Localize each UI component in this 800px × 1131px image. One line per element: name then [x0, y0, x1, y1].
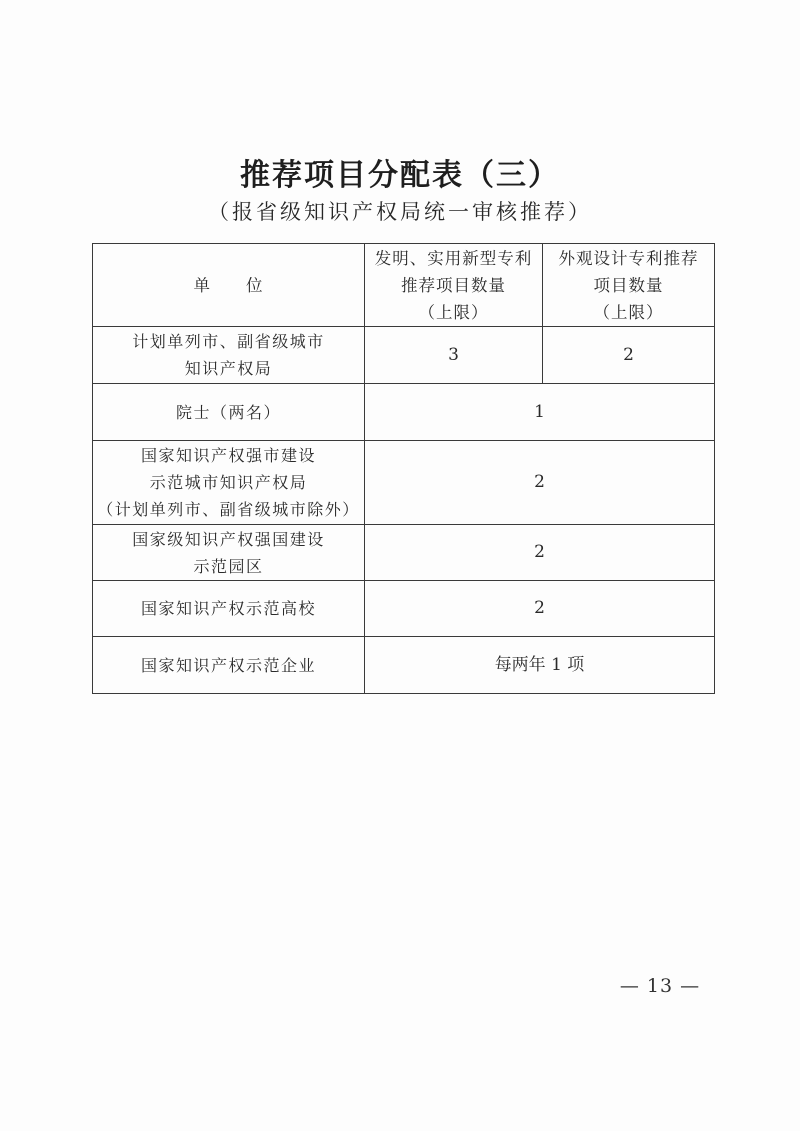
unit-line: 示范园区: [193, 556, 264, 576]
unit-line: 院士（两名）: [175, 402, 281, 422]
unit-line: （计划单列市、副省级城市除外）: [97, 500, 360, 519]
table-row: [93, 581, 715, 637]
page-title: 推荐项目分配表（三）: [240, 158, 560, 193]
unit-line: 示范城市知识产权局: [149, 473, 308, 492]
row-combined-value: 2: [365, 525, 715, 581]
header-invention-line: （上限）: [418, 302, 489, 322]
header-design-line: 项目数量: [593, 275, 664, 295]
table-row: [93, 441, 715, 525]
page-number: — 13 —: [619, 975, 701, 997]
header-design-line: （上限）: [593, 302, 664, 322]
row-invention-value: 3: [365, 327, 543, 384]
unit-line: 知识产权局: [184, 359, 273, 378]
unit-line: 计划单列市、副省级城市: [132, 332, 325, 351]
row-design-value: 2: [543, 327, 715, 384]
header-unit: 单 位: [93, 244, 365, 327]
table-header-row: [93, 244, 715, 327]
table-row: [93, 525, 715, 581]
row-unit: [93, 525, 365, 581]
row-unit: [93, 581, 365, 637]
unit-line: 国家知识产权强市建设: [140, 446, 316, 465]
unit-line: 国家级知识产权强国建设: [132, 529, 325, 549]
header-design-line: 外观设计专利推荐: [558, 248, 699, 268]
unit-line: 国家知识产权示范高校: [140, 599, 316, 618]
row-combined-value: 2: [365, 441, 715, 525]
row-unit: [93, 441, 365, 525]
header-design: [543, 244, 715, 327]
header-invention: [365, 244, 543, 327]
row-combined-value: 2: [365, 581, 715, 637]
row-unit: [93, 384, 365, 441]
table-row: [93, 384, 715, 441]
row-combined-value: 每两年 1 项: [365, 637, 715, 694]
table-row: [93, 637, 715, 694]
row-unit: [93, 327, 365, 384]
unit-line: 国家知识产权示范企业: [140, 655, 316, 675]
header-invention-line: 发明、实用新型专利: [374, 248, 533, 268]
page-subtitle: （报省级知识产权局统一审核推荐）: [208, 200, 592, 224]
allocation-table: [92, 243, 715, 694]
header-invention-line: 推荐项目数量: [401, 275, 506, 295]
row-unit: [93, 637, 365, 694]
row-combined-value: 1: [365, 384, 715, 441]
table-row: [93, 327, 715, 384]
